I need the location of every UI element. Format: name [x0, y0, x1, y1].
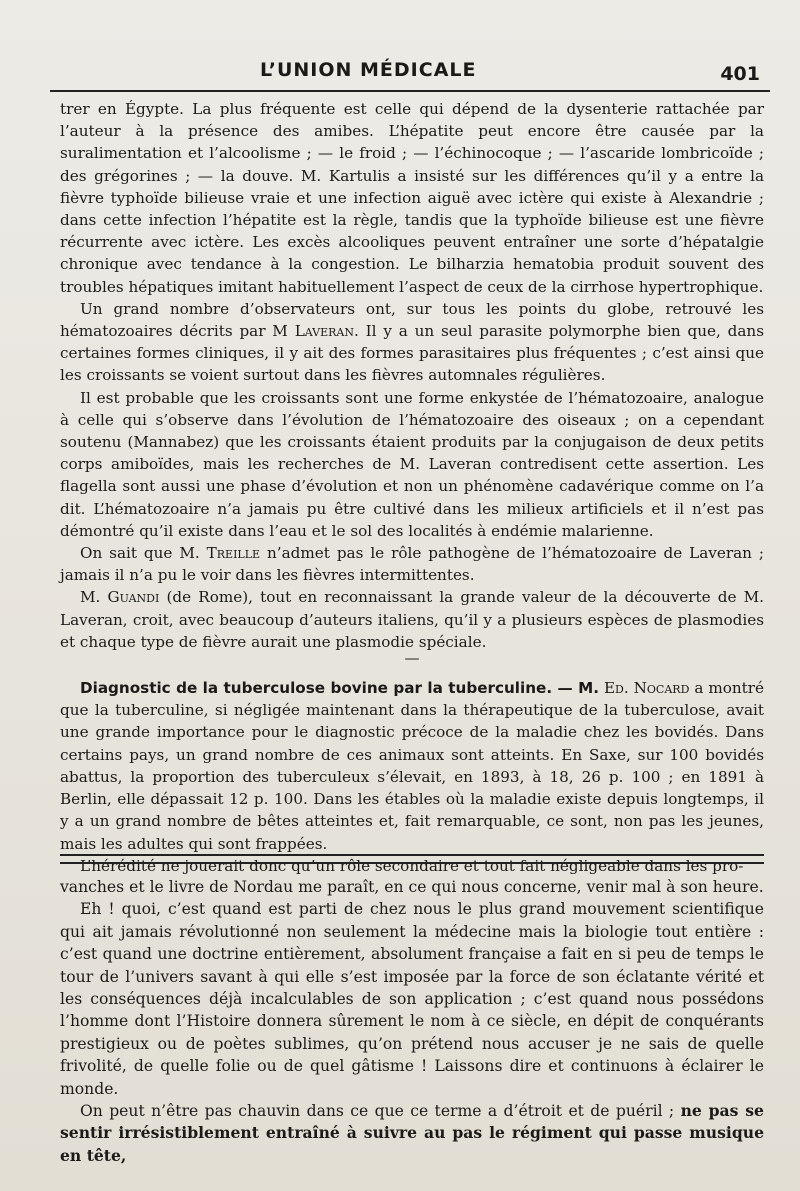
paragraph-text: M. [80, 588, 101, 607]
paragraph-text: a montré que la tuberculine, si négligée maintenant dans la thérapeutique de la tuberculose, avait une grande importance pour le diagnostic précoce de la maladie chez les bovidés. Dans certains pays, un grand nombre de ces animaux sont atteints. En Saxe, sur 100 bovidés abattus, la proportion des tuberculeux s’élevait, en 1893, à 18, 26 p. 100 ; en 1891 à Berlin, elle dépassait 12 p. 100. Dans les étables où la maladie existe depuis longtemps, il y a un grand nombre de bêtes atteintes et, fait remarquable, ce sont, non pas les jeunes, mais les adultes qui sont frappées. [60, 679, 765, 853]
paragraph-heredite: L’hérédité ne jouerait donc qu’un rôle secondaire et tout fait négligeable dans les pro- [80, 856, 744, 875]
paragraph-treille [60, 542, 764, 586]
feuilleton-paragraph [60, 1100, 764, 1167]
feuilleton [60, 876, 764, 1167]
paragraph-text: . Il y a un seul parasite polymorphe bien que, dans certaines formes cliniques, il y ait des formes parasitaires plus fréquentes ; c’est ainsi que les croissants se voient surtout dans les fièvres automnales régulières. [60, 322, 764, 385]
feuilleton-text-bold: ne pas se sentir irrésistiblement entraîné à suivre au pas le régiment qui passe musique en tête, [60, 1101, 764, 1165]
paragraph-text: Un grand nombre d’observateurs ont, sur tous les points du globe, retrouvé les hématozoaires décrits par M [60, 299, 764, 341]
feuilleton-text: On peut n’être pas chauvin dans ce que ce terme a d’étroit et de puéril ; [80, 1102, 675, 1121]
paragraph-croissants: Il est probable que les croissants sont une forme enkystée de l’hématozoaire, analogue à celle qui s’observe dans l’évolution de l’hématozoaire des oiseaux ; on a cependant soutenu (Mannabez) que les croissants étaient produits par la conjugaison de deux petits corps amiboïdes, mais les recherches de M. Laveran contredisent cette assertion. Les flagella sont aussi une phase d’évolution et non un phénomène cadavérique comme on l’a dit. L’hématozoaire n’a jamais pu être cultivé dans les milieux artificiels et il n’est pas démontré qu’il existe dans l’eau et le sol des localités à endémie malarienne. [60, 388, 764, 540]
paragraph-tuberculine [60, 677, 764, 855]
feuilleton-separator [60, 854, 764, 864]
page-header [50, 50, 770, 94]
section-separator: — [404, 649, 420, 668]
paragraph-hepatitis: trer en Égypte. La plus fréquente est celle qui dépend de la dysenterie rattachée par l’auteur à la présence des amibes. L’hépatite peut encore être causée par la suralimentation et l’alcoolisme ; — le froid ; — l’échinocoque ; — l’ascaride lombricoïde ; des grégorines ; — la douve. M. Kartulis a insisté sur les différences qu’il y a entre la fièvre typhoïde bilieuse vraie et une infection aiguë avec ictère qui existe à Alexandrie ; dans cette infection l’hépatite est la règle, tandis que la typhoïde bilieuse est une fièvre récurrente avec ictère. Les excès alcooliques peuvent entraîner une sorte d’hépatalgie chronique avec tendance à la congestion. Le bilharzia hematobia produit souvent des troubles hépatiques imitant habituellement l’aspect de ceux de la cirrhose hypertrophique. [60, 100, 764, 296]
paragraph-text: (de Rome), tout en reconnaissant la grande valeur de la découverte de M. Laveran, croit, avec beaucoup d’auteurs italiens, qu’il y a plusieurs espèces de plasmodies et chaque type de fièvre aurait une plasmodie spéciale. [60, 588, 765, 651]
author-name-guandi: Guandi [107, 588, 160, 607]
paragraph-hematozoaires [60, 298, 764, 387]
paragraph-guandi [60, 586, 764, 653]
page-number: 401 [720, 63, 760, 85]
feuilleton-paragraph: vanches et le livre de Nordau me paraît, en ce qui nous concerne, venir mal à son heure. [60, 878, 764, 896]
article-body [60, 98, 764, 877]
author-name-treille: Treille [206, 544, 261, 563]
section-heading: Diagnostic de la tuberculose bovine par la tuberculine. — M. [80, 679, 599, 698]
feuilleton-paragraph: Eh ! quoi, c’est quand est parti de chez nous le plus grand mouvement scientifique qui ait jamais révolutionné non seulement la médecine mais la biologie tout entière : c’est quand une doctrine entièrement, absolument française a fait en si peu de temps le tour de l’univers savant à qui elle s’est imposée par la force de son éclatante vérité et les conséquences déjà incalculables de son application ; c’est quand nous possédons l’homme dont l’Histoire donnera sûrement le nom à ce siècle, en dépit de conquérants prestigieux ou de poètes sublimes, qu’on prétend nous accuser je ne sais de quelle frivolité, de quelle folie ou de quel gâtisme ! Laissons dire et continuons à éclairer le monde. [60, 900, 764, 1098]
author-name-laveran: Laveran [294, 322, 354, 341]
header-rule [50, 90, 770, 92]
paragraph-text: n’admet pas le rôle pathogène de l’hématozoaire de Laveran ; jamais il n’a pu le voir dans les fièvres intermittentes. [60, 544, 764, 585]
author-name-nocard: Ed. Nocard [603, 679, 690, 698]
journal-title: L’UNION MÉDICALE [260, 59, 477, 81]
paragraph-text: On sait que M. [80, 544, 200, 563]
